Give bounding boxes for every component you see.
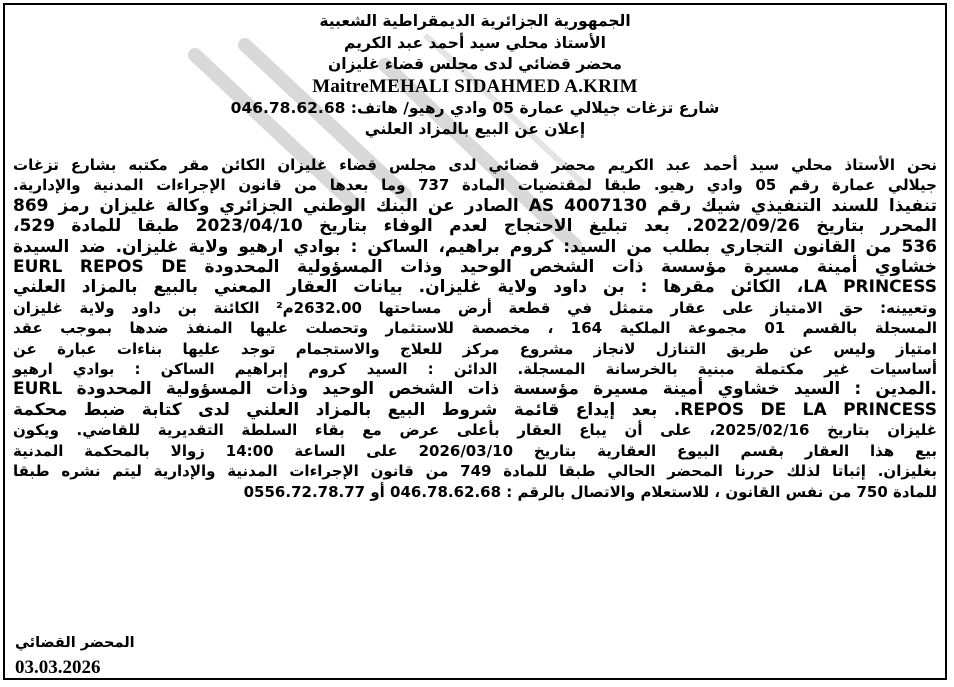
republic-title: الجمهورية الجزائرية الديمقراطية الشعبية xyxy=(319,12,631,30)
body-line: بيع هذا العقار بقسم البيوع العقارية بتاريخ 2026/03/10 على الساعة 14:00 زوالا بالمحكمة المدنية xyxy=(13,441,937,460)
body-line: المحرر بتاريخ 2022/09/26. بعد تبليغ الاحتجاج لعدم الوفاء بتاريخ 2023/04/10 طبقا للمادة 529، xyxy=(13,216,938,237)
notice-header xyxy=(5,11,945,141)
notice-title: إعلان عن البيع بالمزاد العلني xyxy=(364,120,586,138)
body-line: جيلالي عمارة رقم 05 وادي رهيو. طبقا لمقتضيات المادة 737 وما بعدها من قانون الإجراءات المدنية والإدارية. xyxy=(13,176,937,195)
body-line: LA PRINCESS، الكائن مقرها : بن داود ولاية غليزان. بيانات العقار المعني بالبيع بالمزاد العلني xyxy=(13,277,937,298)
body-line: 536 من القانون التجاري بطلب من السيد: كروم براهيم، الساكن : بوادي ارهيو ولاية غليزان. ضد السيدة xyxy=(13,236,937,257)
body-line: أساسيات غير مكتملة مبنية بالخرسانة المسجلة. الدائن : السيد كروم إبراهيم الساكن : بوادي ارهيو xyxy=(13,360,937,379)
notice-frame xyxy=(3,3,947,680)
body-line: بغليزان. إثباتا لذلك حررنا المحضر الحالي طبقا للمادة 749 من قانون الإجراءات المدنية والإدارية ليتم نشره طبقا xyxy=(13,462,938,481)
bailiff-latin-name: MaitreMEHALI SIDAHMED A.KRIM xyxy=(312,75,638,97)
body-line: تنفيذا للسند التنفيذي شيك رقم AS 4007130 الصادر عن البنك الوطني الجزائري وكالة غليزان رمز 869 xyxy=(13,195,937,216)
body-line: المسجلة بالقسم 01 مجموعة الملكية 164 ، مخصصة للاستثمار وتحصلت عليها المنفذ ضدها بموجب عقد xyxy=(13,319,938,338)
body-line: غليزان بتاريخ 2025/02/16، على أن يباع العقار بأعلى عرض مع بقاء السلطة التقديرية للقاضي. ويكون xyxy=(13,421,937,440)
body-line: خشاوي أمينة مسيرة مؤسسة ذات الشخص الوحيد وذات المسؤولية المحدودة EURL REPOS DE xyxy=(13,257,937,278)
body-line: امتياز وليس عن طريق التنازل لانجاز مشروع مركز للعلاج والاستجمام توجد عليها بناءات عبارة عن xyxy=(13,339,937,358)
bailiff-office: محضر قضائي لدى مجلس قضاء غليزان xyxy=(328,55,622,73)
body-line: وتعيينه: حق الامتياز على عقار متمثل في قطعة أرض مساحتها 2632.00م² الكائنة بن داود ولاية غليزان xyxy=(13,298,937,317)
body-line: للمادة 750 من نفس القانون ، للاستعلام والاتصال بالرقم : 046.78.62.68 أو 0556.72.78.77 xyxy=(243,482,937,501)
body-line: .المدين : السيد خشاوي أمينة مسيرة مؤسسة ذات الشخص الوحيد وذات المسؤولية المحدودة EURL xyxy=(13,379,937,400)
signature-date: 03.03.2026 xyxy=(15,657,101,678)
notice-body xyxy=(13,155,937,502)
body-line: نحن الأستاذ محلي سيد أحمد عبد الكريم محضر قضائي لدى مجلس قضاء غليزان الكائن مقر مكتبه بشارع تزغات xyxy=(13,156,937,174)
office-address: شارع تزغات جيلالي عمارة 05 وادي رهيو/ هاتف: 046.78.62.68 xyxy=(230,98,720,117)
body-line: REPOS DE LA PRINCESS. بعد إيداع قائمة شروط البيع بالمزاد العلني لدى كتابة ضبط محكمة xyxy=(13,399,937,420)
signer-title: المحضر القضائي xyxy=(15,635,135,651)
bailiff-name: الأستاذ محلي سيد أحمد عبد الكريم xyxy=(344,33,606,52)
